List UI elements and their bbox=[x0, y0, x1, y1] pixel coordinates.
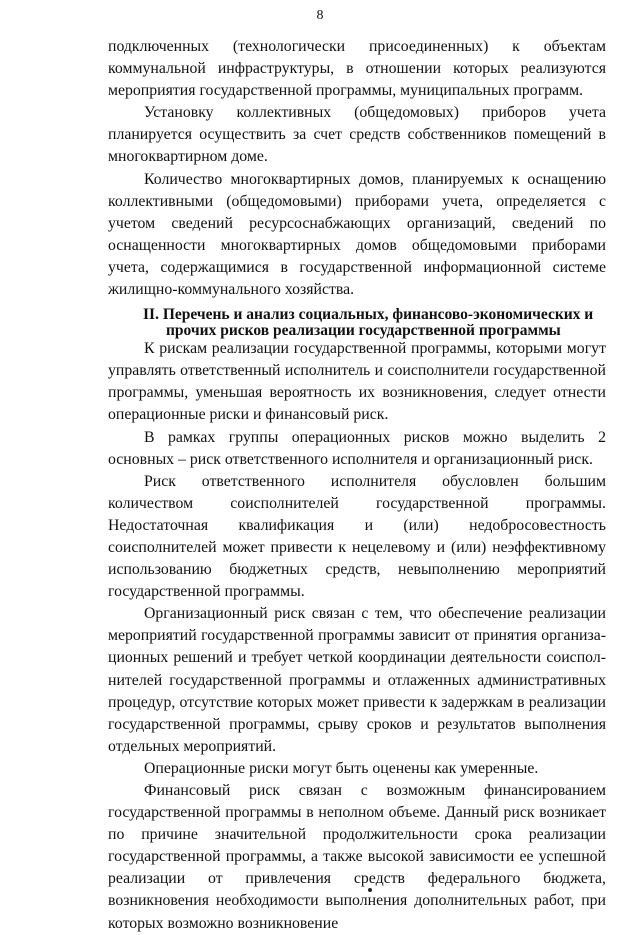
paragraph-operational-risks: В рамках группы операционных рисков можно выделить 2 основных – риск ответственного исполнителя и организационный риск. bbox=[108, 428, 606, 468]
section-heading-line2: прочих рисков реализации государственной программы bbox=[166, 321, 561, 339]
paragraph-risk-assessment: Операционные риски могут быть оценены как умеренные. bbox=[144, 759, 539, 777]
paragraph-meter-installation: Установку коллективных (общедомовых) приборов учета планируется осуществить за счет средств собственников помещений в многоквартирном доме. bbox=[108, 104, 606, 166]
paragraph-organizational-risk: Организационный риск связан с тем, что обеспечение реализации мероприятий государственной программы зависит от принятия организационных решений и требует четкой координации деятельности соисполнителей государственной программы и отлаженных административных процедур, отсутствие которых может привести к задержкам в реализации государственной программы, срыву сроков и результатов выполнения отдельных мероприятий. bbox=[108, 605, 606, 755]
scan-dot-mark bbox=[368, 888, 372, 892]
document-body bbox=[108, 36, 606, 935]
page-number: 8 bbox=[316, 8, 324, 23]
section-heading bbox=[108, 307, 606, 338]
section-heading-line1: II. Перечень и анализ социальных, финансово-экономических и bbox=[143, 306, 594, 324]
paragraph-building-count: Количество многоквартирных домов, планируемых к оснащению коллективными (общедомовыми) приборами учета, определяется с учетом сведений ресурсоснабжающих организаций, сведений по оснащенности многоквартирных домов общедомовыми приборами учета, содержащимися в государственной информационной системе жилищно-коммунального хозяйства. bbox=[108, 170, 606, 299]
paragraph-continuation: подключенных (технологически присоединенных) к объектам коммунальной инфраструктуры, в отношении которых реализуются мероприятия государственной программы, муниципальных программ. bbox=[108, 38, 606, 100]
paragraph-financial-risk: Финансовый риск связан с возможным финансированием государственной программы в неполном объеме. Данный риск возникает по причине значительной продолжительности срока реализации государственной программы, а также высокой зависимости ее успешной реализации от привлечения средств федерального бюджета, возникновения необходимости выполнения дополнительных работ, при которых возможно возникновение bbox=[108, 782, 606, 932]
paragraph-executor-risk: Риск ответственного исполнителя обусловлен большим количеством соисполнителей государственной программы. Недостаточная квалификация и (или) недобросовестность соисполнителей может привести к нецелевому и (или) неэффективному использованию бюджетных средств, невыполнению мероприятий государственной программы. bbox=[108, 472, 606, 601]
paragraph-risks-intro: К рискам реализации государственной программы, которыми могут управлять ответственный исполнитель и соисполнители государственной программы, уменьшая вероятность их возникновения, следует отнести операционные риски и финансовый риск. bbox=[108, 340, 606, 424]
